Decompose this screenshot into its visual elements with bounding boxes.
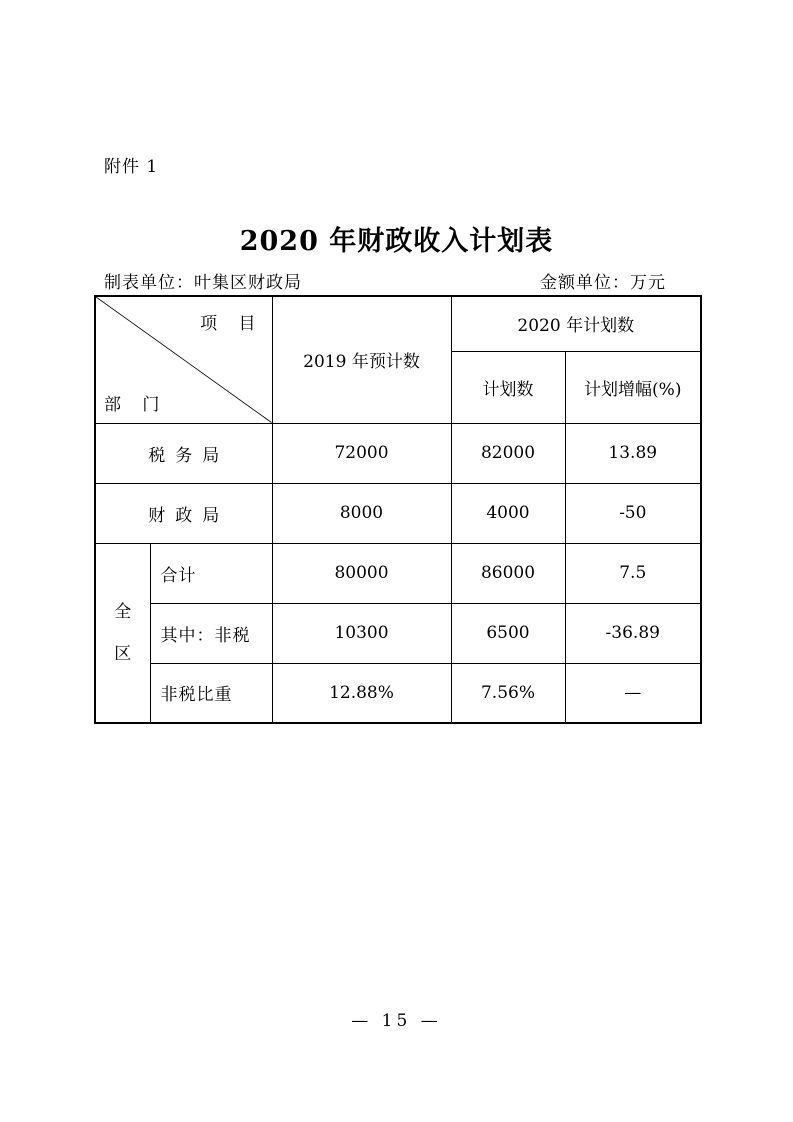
growth-cell: — (565, 663, 701, 723)
growth-cell: 7.5 (565, 543, 701, 603)
amount-unit: 金额单位：万元 (540, 273, 666, 293)
revenue-plan-table-wrapper (94, 295, 700, 722)
header-row-1 (95, 296, 701, 351)
col-2019-header: 2019 年预计数 (272, 296, 451, 423)
table-row (95, 543, 701, 603)
item-label: 项 目 (200, 314, 264, 334)
value-2019-cell: 80000 (272, 543, 451, 603)
district-row-label: 非税比重 (150, 663, 272, 723)
col-plan-header: 计划数 (451, 351, 565, 423)
growth-cell: -50 (565, 483, 701, 543)
value-2019-cell: 12.88% (272, 663, 451, 723)
growth-cell: 13.89 (565, 423, 701, 483)
district-group-cell (95, 543, 150, 723)
value-2019-cell: 72000 (272, 423, 451, 483)
attachment-label: 附件 1 (104, 157, 159, 177)
district-row-label: 其中：非税 (150, 603, 272, 663)
plan-cell: 7.56% (451, 663, 565, 723)
col-2020-header: 2020 年计划数 (451, 296, 701, 351)
value-2019-cell: 8000 (272, 483, 451, 543)
growth-cell: -36.89 (565, 603, 701, 663)
revenue-plan-table (94, 295, 702, 724)
col-growth-header: 计划增幅(%) (565, 351, 701, 423)
plan-cell: 86000 (451, 543, 565, 603)
page-title: 2020 年财政收入计划表 (239, 226, 554, 257)
table-row (95, 603, 701, 663)
page-number: — 15 — (351, 1011, 442, 1031)
diagonal-header-cell (95, 296, 272, 423)
table-row (95, 483, 701, 543)
dept-cell: 财政局 (95, 483, 272, 543)
dept-label: 部 门 (104, 394, 168, 415)
table-row (95, 663, 701, 723)
table-row (95, 423, 701, 483)
plan-cell: 82000 (451, 423, 565, 483)
plan-cell: 6500 (451, 603, 565, 663)
dept-cell: 税务局 (95, 423, 272, 483)
district-row-label: 合计 (150, 543, 272, 603)
district-label-1: 全 (114, 601, 132, 622)
plan-cell: 4000 (451, 483, 565, 543)
district-label-2: 区 (114, 643, 132, 664)
value-2019-cell: 10300 (272, 603, 451, 663)
unit-prepared-by: 制表单位：叶集区财政局 (104, 273, 302, 293)
